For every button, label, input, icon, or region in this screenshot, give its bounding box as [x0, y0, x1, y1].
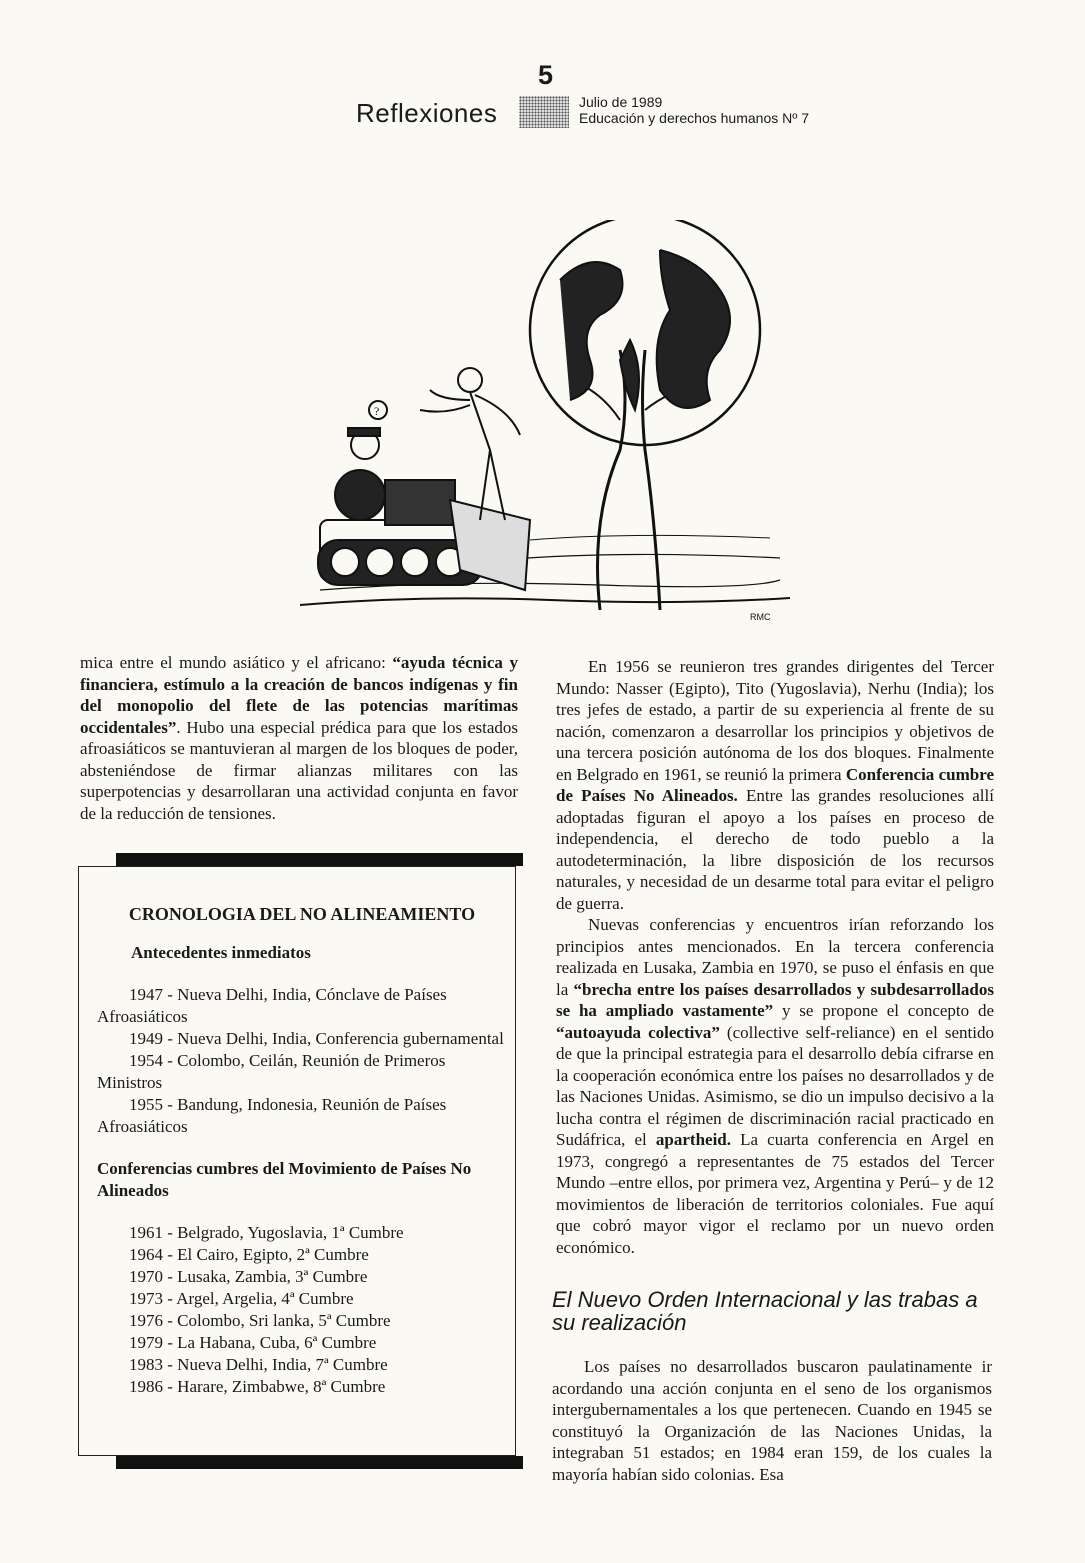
chronology-entry: 1961 - Belgrado, Yugoslavia, 1ª Cumbre — [129, 1223, 404, 1242]
page-number: 5 — [538, 60, 554, 90]
right-column-continued — [552, 1356, 992, 1485]
publication-date: Julio de 1989 — [579, 94, 663, 110]
bold-text-run: Conferencia cumbre de Países No Alineados. — [556, 764, 994, 805]
chronology-entry: 1976 - Colombo, Sri lanka, 5ª Cumbre — [129, 1311, 391, 1330]
left-column-paragraph — [80, 652, 518, 824]
right-paragraph-1 — [556, 656, 994, 914]
chronology-entry: 1954 - Colombo, Ceilán, Reunión de Primeros Ministros — [97, 1051, 446, 1092]
bold-text-run: “brecha entre los países desarrollados y subdesarrollados se ha ampliado vastamente” — [556, 979, 994, 1020]
bold-text-run: apartheid. — [655, 1130, 731, 1149]
text-run: En 1956 se reunieron tres grandes dirigentes del Tercer Mundo: Nasser (Egipto), Tito (Yugoslavia), Nerhu (India); los tres jefes de estado, a partir de su experiencia al frente de su nación, comenzaron a desarrollar los principios y objetivos de una tercera posición autónoma de los dos bloques. Finalmente en Belgrado en 1961, se reunió la primera — [556, 657, 994, 784]
publication-issue: Educación y derechos humanos Nº 7 — [579, 110, 810, 126]
chronology-entry: 1947 - Nueva Delhi, India, Cónclave de Países Afroasiáticos — [97, 985, 447, 1026]
publication-title: Reflexiones — [356, 98, 498, 128]
antecedentes-heading: Antecedentes inmediatos — [131, 943, 311, 962]
antecedentes-list — [97, 984, 507, 1138]
chronology-entry: 1964 - El Cairo, Egipto, 2ª Cumbre — [129, 1245, 369, 1264]
text-run: Nuevas conferencias y encuentros irían reforzando los principios antes mencionados. En la tercera conferencia realizada en Lusaka, Zambia en 1970, se puso el énfasis en que la — [556, 915, 994, 999]
chronology-entry: 1955 - Bandung, Indonesia, Reunión de Países Afroasiáticos — [97, 1095, 447, 1136]
box-bottom-bar — [116, 1456, 523, 1469]
cartoon-bulldozer-tree-globe-icon — [300, 220, 790, 630]
bold-text-run: “autoayuda colectiva” — [556, 1022, 720, 1042]
chronology-entry: 1979 - La Habana, Cuba, 6ª Cumbre — [129, 1333, 377, 1352]
bold-text-run: “ayuda técnica y financiera, estímulo a la creación de bancos indígenas y fin del monopolio del flete de las potencias marítimas occidentales” — [80, 653, 518, 737]
right-column — [556, 656, 994, 1258]
header-shaded-box — [519, 96, 569, 128]
right-paragraph-2 — [556, 914, 994, 1258]
chronology-entry: 1973 - Argel, Argelia, 4ª Cumbre — [129, 1289, 354, 1308]
text-run: Entre las grandes resoluciones allí adoptadas figuran el apoyo a los países en proceso de independencia, el derecho de todo pueblo a la autodeterminación, la libre disposición de los recursos naturales, y necesidad de un desarme total para evitar el peligro de guerra. — [556, 786, 994, 913]
svg-text:?: ? — [374, 404, 380, 418]
chronology-entry: 1986 - Harare, Zimbabwe, 8ª Cumbre — [129, 1377, 386, 1396]
cumbres-heading: Conferencias cumbres del Movimiento de Países No Alineados — [97, 1159, 472, 1200]
chronology-entry: 1983 - Nueva Delhi, India, 7ª Cumbre — [129, 1355, 388, 1374]
chronology-title: CRONOLOGIA DEL NO ALINEAMIENTO — [128, 904, 476, 924]
chronology-entry: 1949 - Nueva Delhi, India, Conferencia gubernamental — [129, 1029, 504, 1048]
chronology-box — [78, 853, 523, 1473]
illustration-signature: RMC — [750, 612, 771, 622]
text-run: La cuarta conferencia en Argel en 1973, congregó a representantes de 75 estados del Tercer Mundo –entre ellos, por primera vez, Argentina y Perú– y de 12 movimientos de liberación de territorios coloniales. Fue aquí que cobró mayor vigor el reclamo por un nuevo orden económico. — [556, 1130, 995, 1257]
chronology-entry: 1970 - Lusaka, Zambia, 3ª Cumbre — [129, 1267, 368, 1286]
text-run: . Hubo una especial prédica para que los estados afroasiáticos se mantuvieran al margen de los bloques de poder, absteniéndose de firmar alianzas militares con las superpotencias y desarrollaran una actividad conjunta en favor de la reducción de tensiones. — [80, 717, 518, 823]
text-run: y se propone el concepto de — [773, 1001, 994, 1020]
cumbres-list — [97, 1222, 507, 1398]
text-run: (collective self-reliance) en el sentido de que la principal estrategia para el desarrollo debía cifrarse en la cooperación económica entre los países no desarrollados y de las Naciones Unidas. Asimismo, se dio un impulso decisivo a la lucha contra el régimen de discriminación racial practicado en Sudáfrica, el — [556, 1022, 994, 1149]
right-paragraph-3: Los países no desarrollados buscaron paulatinamente ir acordando una acción conjunta en el seno de los organismos intergubernamentales a los que pertenecen. Cuando en 1945 se constituyó la Organización de las Naciones Unidas, la integraban 51 estados; en 1984 eran 159, de los cuales la mayoría habían sido colonias. Esa — [552, 1357, 992, 1484]
section-heading: El Nuevo Orden Internacional y las trabas a su realización — [552, 1287, 978, 1335]
text-run: mica entre el mundo asiático y el africano: — [80, 653, 393, 672]
box-top-bar — [116, 853, 523, 866]
